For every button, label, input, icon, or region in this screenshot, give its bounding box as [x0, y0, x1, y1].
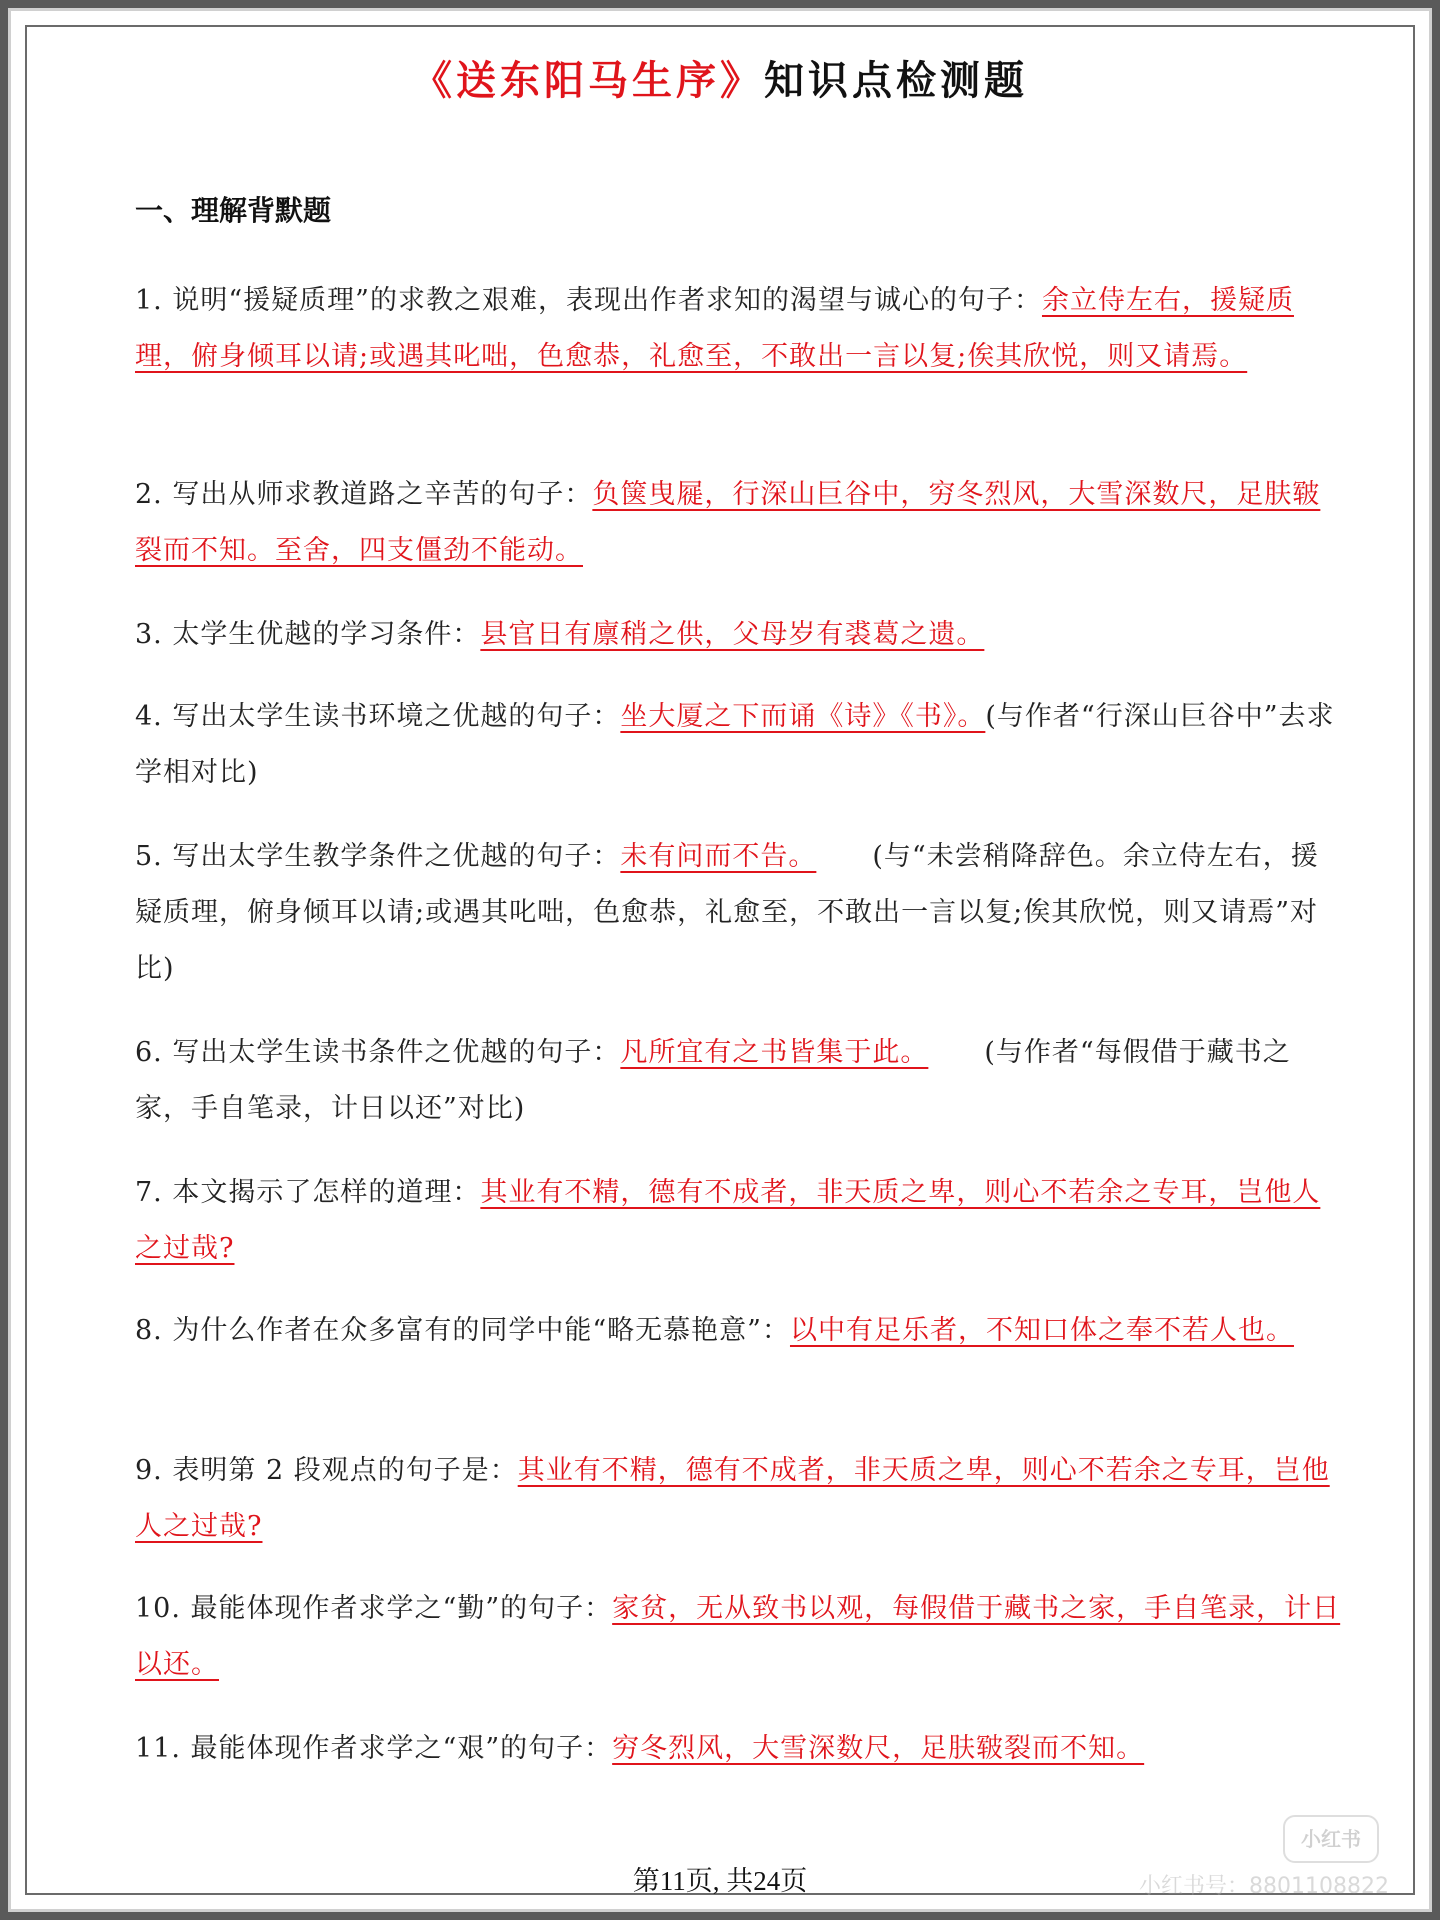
- question-5: [135, 829, 1343, 997]
- question-text: 为什么作者在众多富有的同学中能“略无慕艳意”：: [172, 1315, 790, 1346]
- question-text: 说明“援疑质理”的求教之艰难，表现出作者求知的渴望与诚心的句子：: [172, 285, 1042, 316]
- page-title: [11, 49, 1429, 106]
- question-number: 5.: [135, 841, 163, 872]
- question-4: [135, 689, 1343, 801]
- question-9: [135, 1443, 1343, 1555]
- question-text: 最能体现作者求学之“勤”的句子：: [190, 1593, 613, 1624]
- answer-text: 其业有不精，德有不成者，非天质之卑，则心不若余之专耳，岂他人之过哉?: [135, 1177, 1321, 1264]
- question-number: 2.: [135, 479, 163, 510]
- question-text: 写出太学生教学条件之优越的句子：: [172, 841, 621, 872]
- question-text: 最能体现作者求学之“艰”的句子：: [190, 1733, 613, 1764]
- watermark-id: 小红书号：8801108822: [1139, 1874, 1389, 1899]
- question-text: 表明第 2 段观点的句子是：: [172, 1455, 518, 1486]
- question-number: 7.: [135, 1177, 163, 1208]
- question-text: 写出太学生读书条件之优越的句子：: [172, 1037, 621, 1068]
- answer-text: 负箧曳屣，行深山巨谷中，穷冬烈风，大雪深数尺，足肤皲裂而不知。至舍，四支僵劲不能动。: [135, 479, 1321, 566]
- answer-text: 凡所宜有之书皆集于此。: [620, 1037, 929, 1068]
- answer-text: 余立侍左右，援疑质理，俯身倾耳以请;或遇其叱咄，色愈恭，礼愈至，不敢出一言以复;俟其欣悦，则又请焉。: [135, 285, 1294, 372]
- answer-text: 家贫，无从致书以观，每假借于藏书之家，手自笔录，计日以还。: [135, 1593, 1341, 1680]
- question-6: [135, 1025, 1343, 1137]
- question-2: [135, 467, 1343, 579]
- question-8: [135, 1303, 1343, 1359]
- document-page: [8, 8, 1432, 1912]
- answer-note: (与作者“每假借于藏书之家，手自笔录，计日以还”对比): [135, 1037, 1291, 1124]
- title-book-name: 《送东阳马生序》: [412, 58, 764, 104]
- question-1: [135, 273, 1343, 385]
- question-number: 4.: [135, 701, 163, 732]
- page-number: 第11页, 共24页: [632, 1866, 808, 1896]
- question-number: 10.: [135, 1593, 181, 1624]
- answer-text: 以中有足乐者，不知口体之奉不若人也。: [789, 1315, 1294, 1346]
- question-text: 写出太学生读书环境之优越的句子：: [172, 701, 621, 732]
- answer-text: 其业有不精，德有不成者，非天质之卑，则心不若余之专耳，岂他人之过哉?: [135, 1455, 1330, 1542]
- answer-note: (与“未尝稍降辞色。余立侍左右，援疑质理，俯身倾耳以请;或遇其叱咄，色愈恭，礼愈至，不敢出一言以复;俟其欣悦，则又请焉”对比): [135, 841, 1319, 984]
- question-number: 6.: [135, 1037, 163, 1068]
- question-number: 3.: [135, 619, 163, 650]
- answer-note: (与作者“行深山巨谷中”去求学相对比): [135, 701, 1335, 788]
- title-text: 知识点检测题: [764, 58, 1028, 104]
- section-heading: 一、理解背默题: [135, 194, 332, 227]
- question-text: 本文揭示了怎样的道理：: [172, 1177, 481, 1208]
- question-number: 8.: [135, 1315, 163, 1346]
- question-10: [135, 1581, 1343, 1693]
- question-number: 11.: [135, 1733, 181, 1764]
- question-11: [135, 1721, 1343, 1777]
- answer-text: 坐大厦之下而诵《诗》《书》。: [620, 701, 986, 732]
- question-number: 1.: [135, 285, 163, 316]
- question-7: [135, 1165, 1343, 1277]
- watermark-logo: 小红书: [1283, 1815, 1379, 1863]
- question-3: [135, 607, 1343, 663]
- question-text: 太学生优越的学习条件：: [172, 619, 481, 650]
- answer-text: 未有问而不告。: [620, 841, 817, 872]
- question-text: 写出从师求教道路之辛苦的句子：: [172, 479, 593, 510]
- answer-text: 穷冬烈风，大雪深数尺，足肤皲裂而不知。: [612, 1733, 1145, 1764]
- answer-text: 县官日有廪稍之供，父母岁有裘葛之遗。: [480, 619, 985, 650]
- question-number: 9.: [135, 1455, 163, 1486]
